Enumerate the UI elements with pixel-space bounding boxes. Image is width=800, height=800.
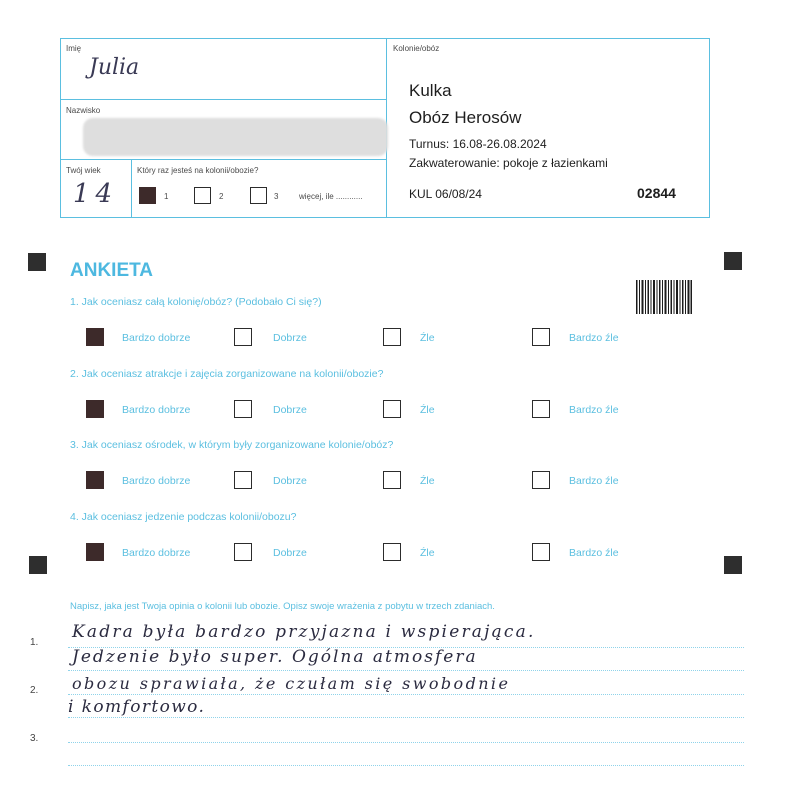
- name-value: Julia: [89, 55, 140, 80]
- q2-very-good-checkbox[interactable]: [86, 400, 104, 418]
- q4-bad-checkbox[interactable]: [383, 543, 401, 561]
- q1-very-bad-checkbox[interactable]: [532, 328, 550, 346]
- camp-code: KUL 06/08/24: [409, 187, 482, 201]
- registration-mark-top-left: [28, 253, 46, 271]
- turnus: Turnus: 16.08-26.08.2024: [409, 137, 547, 151]
- header-form: [60, 38, 710, 218]
- q4-very-bad-checkbox[interactable]: [532, 543, 550, 561]
- times-checkbox-2[interactable]: [194, 187, 211, 204]
- name-label: Imię: [66, 44, 82, 53]
- times-label: Który raz jesteś na kolonii/obozie?: [137, 166, 259, 175]
- q4-very-good-label: Bardzo dobrze: [122, 547, 191, 559]
- question-4: 4. Jak oceniasz jedzenie podczas kolonii/obozu?: [70, 511, 297, 523]
- q2-very-bad-checkbox[interactable]: [532, 400, 550, 418]
- q2-bad-label: Źle: [420, 404, 435, 416]
- q1-very-good-checkbox[interactable]: [86, 328, 104, 346]
- line-number-3: 3.: [30, 733, 39, 744]
- times-option-3: 3: [274, 192, 279, 201]
- registration-mark-top-right: [724, 252, 742, 270]
- camp-name-2: Obóz Herosów: [409, 108, 522, 127]
- q3-very-good-checkbox[interactable]: [86, 471, 104, 489]
- q3-good-checkbox[interactable]: [234, 471, 252, 489]
- times-checkbox-3[interactable]: [250, 187, 267, 204]
- q3-very-good-label: Bardzo dobrze: [122, 475, 191, 487]
- question-2: 2. Jak oceniasz atrakcje i zajęcia zorganizowane na kolonii/obozie?: [70, 368, 384, 380]
- q2-bad-checkbox[interactable]: [383, 400, 401, 418]
- barcode-icon: [636, 280, 692, 314]
- writing-line: [68, 694, 744, 695]
- q1-bad-checkbox[interactable]: [383, 328, 401, 346]
- writing-line: [68, 765, 744, 766]
- q1-good-checkbox[interactable]: [234, 328, 252, 346]
- form-number: 02844: [637, 185, 676, 201]
- registration-mark-bottom-right: [724, 556, 742, 574]
- q3-very-bad-checkbox[interactable]: [532, 471, 550, 489]
- accommodation: Zakwaterowanie: pokoje z łazienkami: [409, 156, 608, 170]
- q4-good-checkbox[interactable]: [234, 543, 252, 561]
- q2-good-checkbox[interactable]: [234, 400, 252, 418]
- q4-very-bad-label: Bardzo źle: [569, 547, 619, 559]
- q1-good-label: Dobrze: [273, 332, 307, 344]
- camp-label: Kolonie/obóz: [393, 44, 440, 53]
- q3-bad-label: Źle: [420, 475, 435, 487]
- q3-bad-checkbox[interactable]: [383, 471, 401, 489]
- handwritten-line-1: Kadra była bardzo przyjazna i wspierająca.: [72, 622, 536, 642]
- line-number-2: 2.: [30, 685, 39, 696]
- handwritten-line-4: i komfortowo.: [68, 697, 206, 717]
- handwritten-line-2: Jedzenie było super. Ogólna atmosfera: [72, 647, 478, 667]
- age-label: Twój wiek: [66, 166, 101, 175]
- q2-very-good-label: Bardzo dobrze: [122, 404, 191, 416]
- survey-title: ANKIETA: [70, 260, 154, 281]
- registration-mark-bottom-left: [29, 556, 47, 574]
- opinion-prompt: Napisz, jaka jest Twoja opinia o kolonii lub obozie. Opisz swoje wrażenia z pobytu w trzech zdaniach.: [70, 601, 495, 612]
- q2-very-bad-label: Bardzo źle: [569, 404, 619, 416]
- writing-line: [68, 670, 744, 671]
- q4-good-label: Dobrze: [273, 547, 307, 559]
- surname-label: Nazwisko: [66, 106, 101, 115]
- times-more-label: więcej, ile ............: [299, 192, 363, 201]
- handwritten-line-3: obozu sprawiała, że czułam się swobodnie: [72, 674, 511, 693]
- q4-very-good-checkbox[interactable]: [86, 543, 104, 561]
- writing-line: [68, 717, 744, 718]
- q3-very-bad-label: Bardzo źle: [569, 475, 619, 487]
- age-value: 14: [73, 179, 119, 209]
- q1-very-bad-label: Bardzo źle: [569, 332, 619, 344]
- question-3: 3. Jak oceniasz ośrodek, w którym były zorganizowane kolonie/obóz?: [70, 439, 394, 451]
- question-1: 1. Jak oceniasz całą kolonię/obóz? (Podobało Ci się?): [70, 296, 322, 308]
- q1-very-good-label: Bardzo dobrze: [122, 332, 191, 344]
- times-checkbox-1[interactable]: [139, 187, 156, 204]
- q3-good-label: Dobrze: [273, 475, 307, 487]
- q2-good-label: Dobrze: [273, 404, 307, 416]
- redacted-surname: [83, 118, 388, 156]
- times-option-2: 2: [219, 192, 224, 201]
- line-number-1: 1.: [30, 637, 39, 648]
- times-option-1: 1: [164, 192, 169, 201]
- writing-line: [68, 742, 744, 743]
- q4-bad-label: Źle: [420, 547, 435, 559]
- q1-bad-label: Źle: [420, 332, 435, 344]
- camp-name-1: Kulka: [409, 81, 452, 100]
